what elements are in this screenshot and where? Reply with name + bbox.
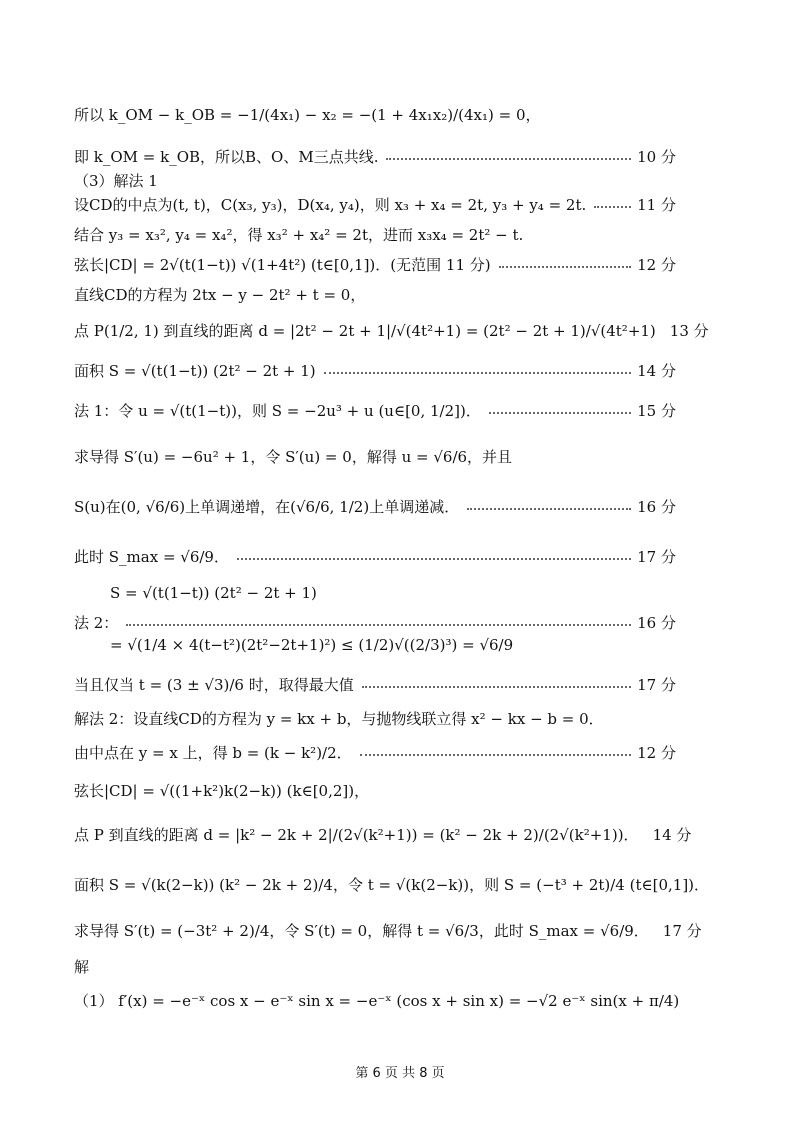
line-text: 当且仅当 t = (3 ± √3)/6 时，取得最大值 bbox=[74, 676, 354, 694]
text-line bbox=[74, 320, 709, 341]
leader-dots bbox=[360, 754, 631, 756]
line-text: 弦长|CD| = 2√(t(1−t)) √(1+4t²) (t∈[0,1])．(无范围 11 分) bbox=[74, 256, 491, 274]
score-label: 17 分 bbox=[637, 548, 676, 566]
text-line bbox=[74, 446, 676, 467]
score-label: 16 分 bbox=[637, 498, 676, 516]
score-label: 17 分 bbox=[637, 676, 676, 694]
line-text: 点 P 到直线的距离 d = |k² − 2k + 2|/(2√(k²+1)) = (k² − 2k + 2)/(2√(k²+1))． bbox=[74, 826, 639, 844]
leader-dots bbox=[362, 686, 631, 688]
line-text: 即 k_OM = k_OB，所以B、O、M三点共线. bbox=[74, 148, 379, 166]
line-text: 面积 S = √(t(1−t)) (2t² − 2t + 1) bbox=[74, 362, 316, 380]
text-line bbox=[74, 546, 676, 567]
line-text: 求导得 S′(t) = (−3t² + 2)/4，令 S′(t) = 0，解得 t = √6/3，此时 S_max = √6/9． bbox=[74, 922, 649, 940]
score-label: 17 分 bbox=[662, 922, 702, 940]
line-text: 设CD的中点为(t, t)，C(x₃, y₃)，D(x₄, y₄)，则 x₃ + x₄ = 2t, y₃ + y₄ = 2t. bbox=[74, 196, 587, 214]
text-line bbox=[74, 104, 676, 125]
line-text: 面积 S = √(k(2−k)) (k² − 2k + 2)/4，令 t = √(k(2−k))，则 S = (−t³ + 2t)/4 (t∈[0,1])． bbox=[74, 876, 710, 894]
leader-dots bbox=[489, 412, 631, 414]
text-line bbox=[74, 824, 692, 845]
line-text: S(u)在(0, √6/6)上单调递增，在(√6/6, 1/2)上单调递减． bbox=[74, 498, 460, 516]
text-line bbox=[74, 146, 676, 167]
line-text: 法 2： bbox=[74, 614, 119, 632]
text-line bbox=[74, 400, 676, 421]
text-line bbox=[110, 636, 676, 654]
line-text: （1） f′(x) = −e⁻ˣ cos x − e⁻ˣ sin x = −e⁻ˣ (cos x + sin x) = −√2 e⁻ˣ sin(x + π/4) bbox=[74, 992, 680, 1010]
text-line bbox=[110, 584, 676, 602]
score-label: 12 分 bbox=[637, 744, 676, 762]
text-line bbox=[74, 612, 676, 633]
score-label: 12 分 bbox=[637, 256, 676, 274]
text-line bbox=[74, 224, 676, 245]
line-text: 弦长|CD| = √((1+k²)k(2−k)) (k∈[0,2])， bbox=[74, 782, 370, 800]
leader-dots bbox=[467, 508, 631, 510]
line-text: S = √(t(1−t)) (2t² − 2t + 1) bbox=[110, 584, 317, 602]
text-line bbox=[74, 990, 680, 1011]
text-line bbox=[74, 956, 676, 977]
line-text: 结合 y₃ = x₃², y₄ = x₄²，得 x₃² + x₄² = 2t，进而 x₃x₄ = 2t² − t. bbox=[74, 226, 524, 244]
score-label: 14 分 bbox=[652, 826, 692, 844]
text-line bbox=[74, 254, 676, 275]
score-label: 14 分 bbox=[637, 362, 676, 380]
line-text: = √(1/4 × 4(t−t²)(2t²−2t+1)²) ≤ (1/2)√((2/3)³) = √6/9 bbox=[110, 636, 514, 654]
line-text: 法 1：令 u = √(t(1−t))，则 S = −2u³ + u (u∈[0, 1/2])． bbox=[74, 402, 481, 420]
line-text: 解 bbox=[74, 958, 90, 976]
score-label: 11 分 bbox=[637, 196, 676, 214]
score-label: 15 分 bbox=[637, 402, 676, 420]
page-footer: 第 6 页 共 8 页 bbox=[355, 1066, 445, 1081]
line-text: 解法 2：设直线CD的方程为 y = kx + b，与抛物线联立得 x² − kx − b = 0． bbox=[74, 710, 604, 728]
text-line bbox=[74, 708, 676, 729]
text-line bbox=[74, 284, 676, 305]
text-line bbox=[74, 920, 702, 941]
score-label: 10 分 bbox=[637, 148, 676, 166]
text-line bbox=[74, 874, 710, 895]
leader-dots bbox=[237, 558, 631, 560]
leader-dots bbox=[324, 372, 631, 374]
leader-dots bbox=[499, 266, 632, 268]
line-text: 此时 S_max = √6/9． bbox=[74, 548, 229, 566]
leader-dots bbox=[594, 206, 631, 208]
text-line bbox=[74, 496, 676, 517]
leader-dots bbox=[126, 624, 631, 626]
line-text: 直线CD的方程为 2tx − y − 2t² + t = 0， bbox=[74, 286, 366, 304]
line-text: 所以 k_OM − k_OB = −1/(4x₁) − x₂ = −(1 + 4x₁x₂)/(4x₁) = 0， bbox=[74, 106, 541, 124]
line-text: （3）解法 1 bbox=[74, 172, 158, 190]
text-line bbox=[74, 742, 676, 763]
text-line bbox=[74, 170, 676, 191]
line-text: 由中点在 y = x 上，得 b = (k − k²)/2． bbox=[74, 744, 352, 762]
text-line bbox=[74, 194, 676, 215]
line-text: 求导得 S′(u) = −6u² + 1，令 S′(u) = 0，解得 u = √6/6，并且 bbox=[74, 448, 513, 466]
text-line bbox=[74, 360, 676, 381]
leader-dots bbox=[386, 158, 631, 160]
score-label: 13 分 bbox=[669, 322, 709, 340]
score-label: 16 分 bbox=[637, 614, 676, 632]
text-line bbox=[74, 780, 676, 801]
text-line bbox=[74, 674, 676, 695]
line-text: 点 P(1/2, 1) 到直线的距离 d = |2t² − 2t + 1|/√(4t²+1) = (2t² − 2t + 1)/√(4t²+1) bbox=[74, 322, 656, 340]
